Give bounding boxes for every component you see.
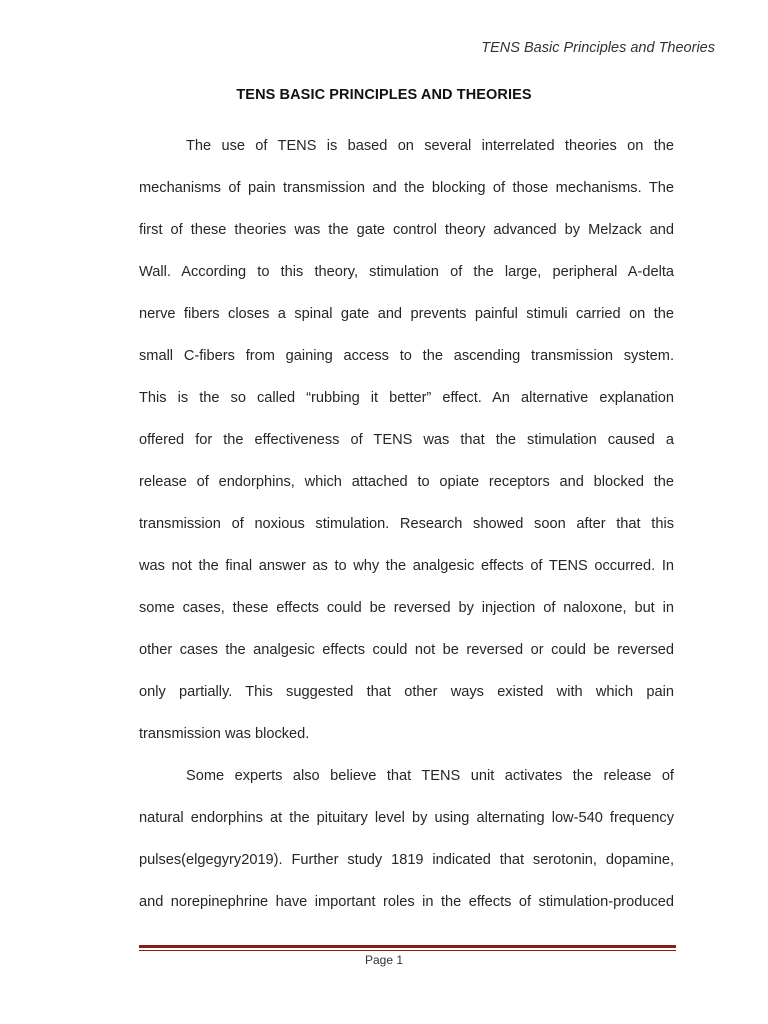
paragraph-1-line-2: mechanisms of pain transmission and the blocking of those mechanisms. The — [139, 180, 674, 196]
paragraph-1-line-7: This is the so called “rubbing it better” effect. An alternative explanation — [139, 390, 674, 406]
document-body — [139, 133, 674, 931]
paragraph-1-line-5: nerve fibers closes a spinal gate and prevents painful stimuli carried on the — [139, 306, 674, 322]
paragraph-1-line-11: was not the final answer as to why the analgesic effects of TENS occurred. In — [139, 558, 674, 574]
paragraph-1-line-6: small C-fibers from gaining access to the ascending transmission system. — [139, 348, 674, 364]
paragraph-1-line-8: offered for the effectiveness of TENS was that the stimulation caused a — [139, 432, 674, 448]
paragraph-1-line-3: first of these theories was the gate control theory advanced by Melzack and — [139, 222, 674, 238]
paragraph-1-line-1: The use of TENS is based on several interrelated theories on the — [186, 138, 674, 154]
paragraph-1-line-13: other cases the analgesic effects could not be reversed or could be reversed — [139, 642, 674, 658]
paragraph-1-line-10: transmission of noxious stimulation. Research showed soon after that this — [139, 516, 674, 532]
paragraph-2-line-4: and norepinephrine have important roles in the effects of stimulation-produced — [139, 894, 674, 910]
paragraph-1-line-12: some cases, these effects could be reversed by injection of naloxone, but in — [139, 600, 674, 616]
paragraph-2-line-3: pulses(elgegyry2019). Further study 1819 indicated that serotonin, dopamine, — [139, 852, 674, 868]
footer-divider-thin-line — [139, 950, 676, 951]
paragraph-2-line-1: Some experts also believe that TENS unit activates the release of — [186, 768, 674, 784]
document-title: TENS BASIC PRINCIPLES AND THEORIES — [236, 87, 532, 103]
paragraph-1-line-4: Wall. According to this theory, stimulation of the large, peripheral A-delta — [139, 264, 674, 280]
footer-divider — [139, 945, 676, 952]
paragraph-1-line-14: only partially. This suggested that other ways existed with which pain — [139, 684, 674, 700]
page-number: Page 1 — [364, 953, 404, 967]
paragraph-1-line-9: release of endorphins, which attached to opiate receptors and blocked the — [139, 474, 674, 490]
paragraph-1-line-15: transmission was blocked. — [139, 726, 310, 742]
footer-divider-thick-line — [139, 945, 676, 948]
running-header: TENS Basic Principles and Theories — [481, 40, 715, 56]
paragraph-2-line-2: natural endorphins at the pituitary level by using alternating low-540 frequency — [139, 810, 674, 826]
